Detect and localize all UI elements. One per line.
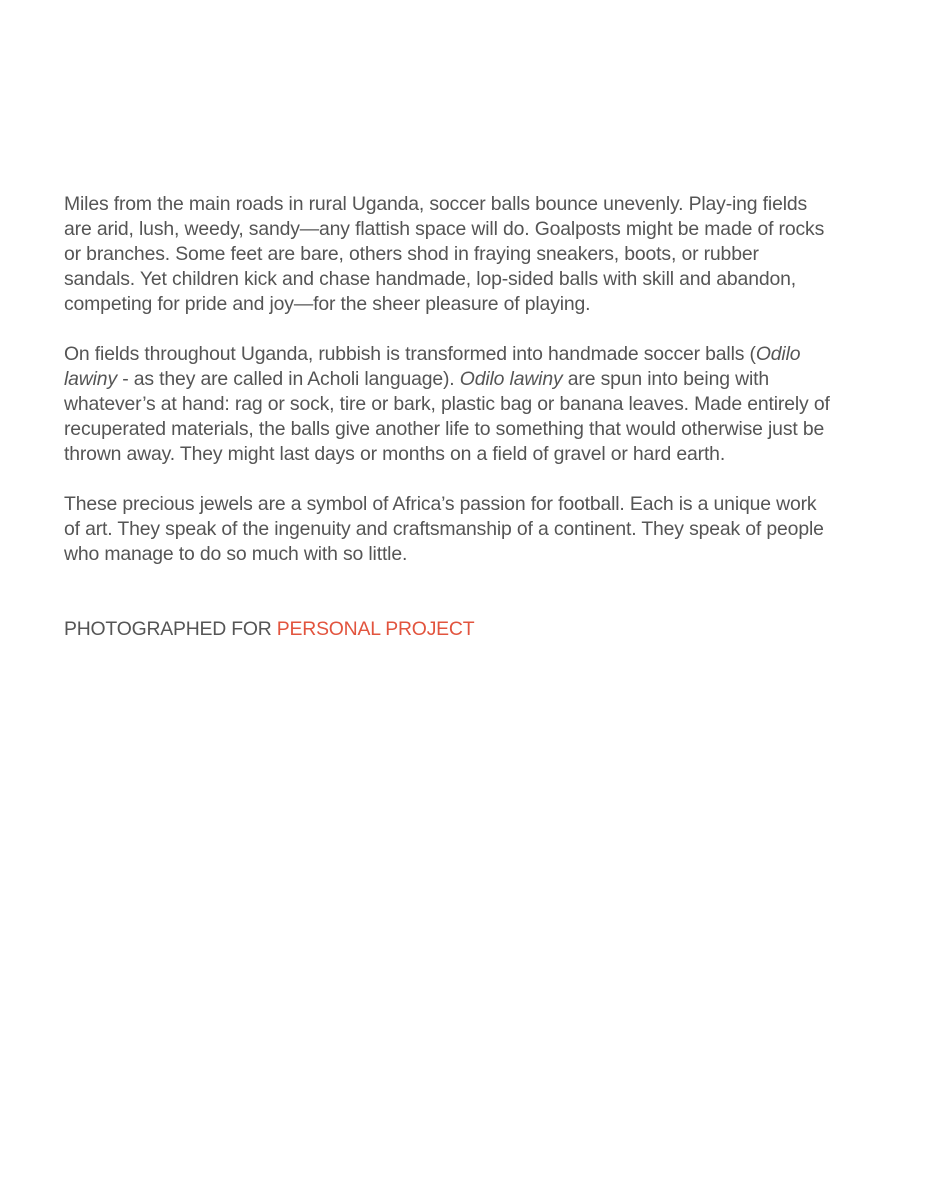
- paragraph-materials-text-c: are spun into being with whatever’s at hand: rag or sock, tire or bark, plastic bag or banana leaves. Made entirely of recuperated materials, the balls give another life to something that would otherwise just be thrown away. They might last days or months on a field of gravel or hard earth.: [64, 368, 830, 465]
- term-odilo-lawiny-2: Odilo lawiny: [459, 368, 563, 390]
- paragraph-materials-text-a: On fields throughout Uganda, rubbish is transformed into handmade soccer balls (: [64, 343, 756, 365]
- personal-project-link[interactable]: PERSONAL PROJECT: [276, 618, 475, 640]
- paragraph-materials-text-b: - as they are called in Acholi language).: [116, 368, 460, 390]
- photo-credit: [64, 617, 834, 642]
- paragraph-intro: Miles from the main roads in rural Uganda, soccer balls bounce unevenly. Play-ing fields are arid, lush, weedy, sandy—any flattish space will do. Goalposts might be made of rocks or branches. Some feet are bare, others shod in fraying sneakers, boots, or rubber sandals. Yet children kick and chase handmade, lop-sided balls with skill and abandon, competing for pride and joy—for the sheer pleasure of playing.: [64, 193, 825, 315]
- paragraph-symbol: These precious jewels are a symbol of Africa’s passion for football. Each is a unique work of art. They speak of the ingenuity and craftsmanship of a continent. They speak of people who manage to do so much with so little.: [64, 493, 824, 565]
- term-odilo-lawiny: Odilo lawiny: [64, 343, 801, 390]
- credit-prefix: PHOTOGRAPHED FOR: [64, 618, 277, 640]
- paragraph-materials: [64, 342, 834, 467]
- project-description: [64, 192, 834, 642]
